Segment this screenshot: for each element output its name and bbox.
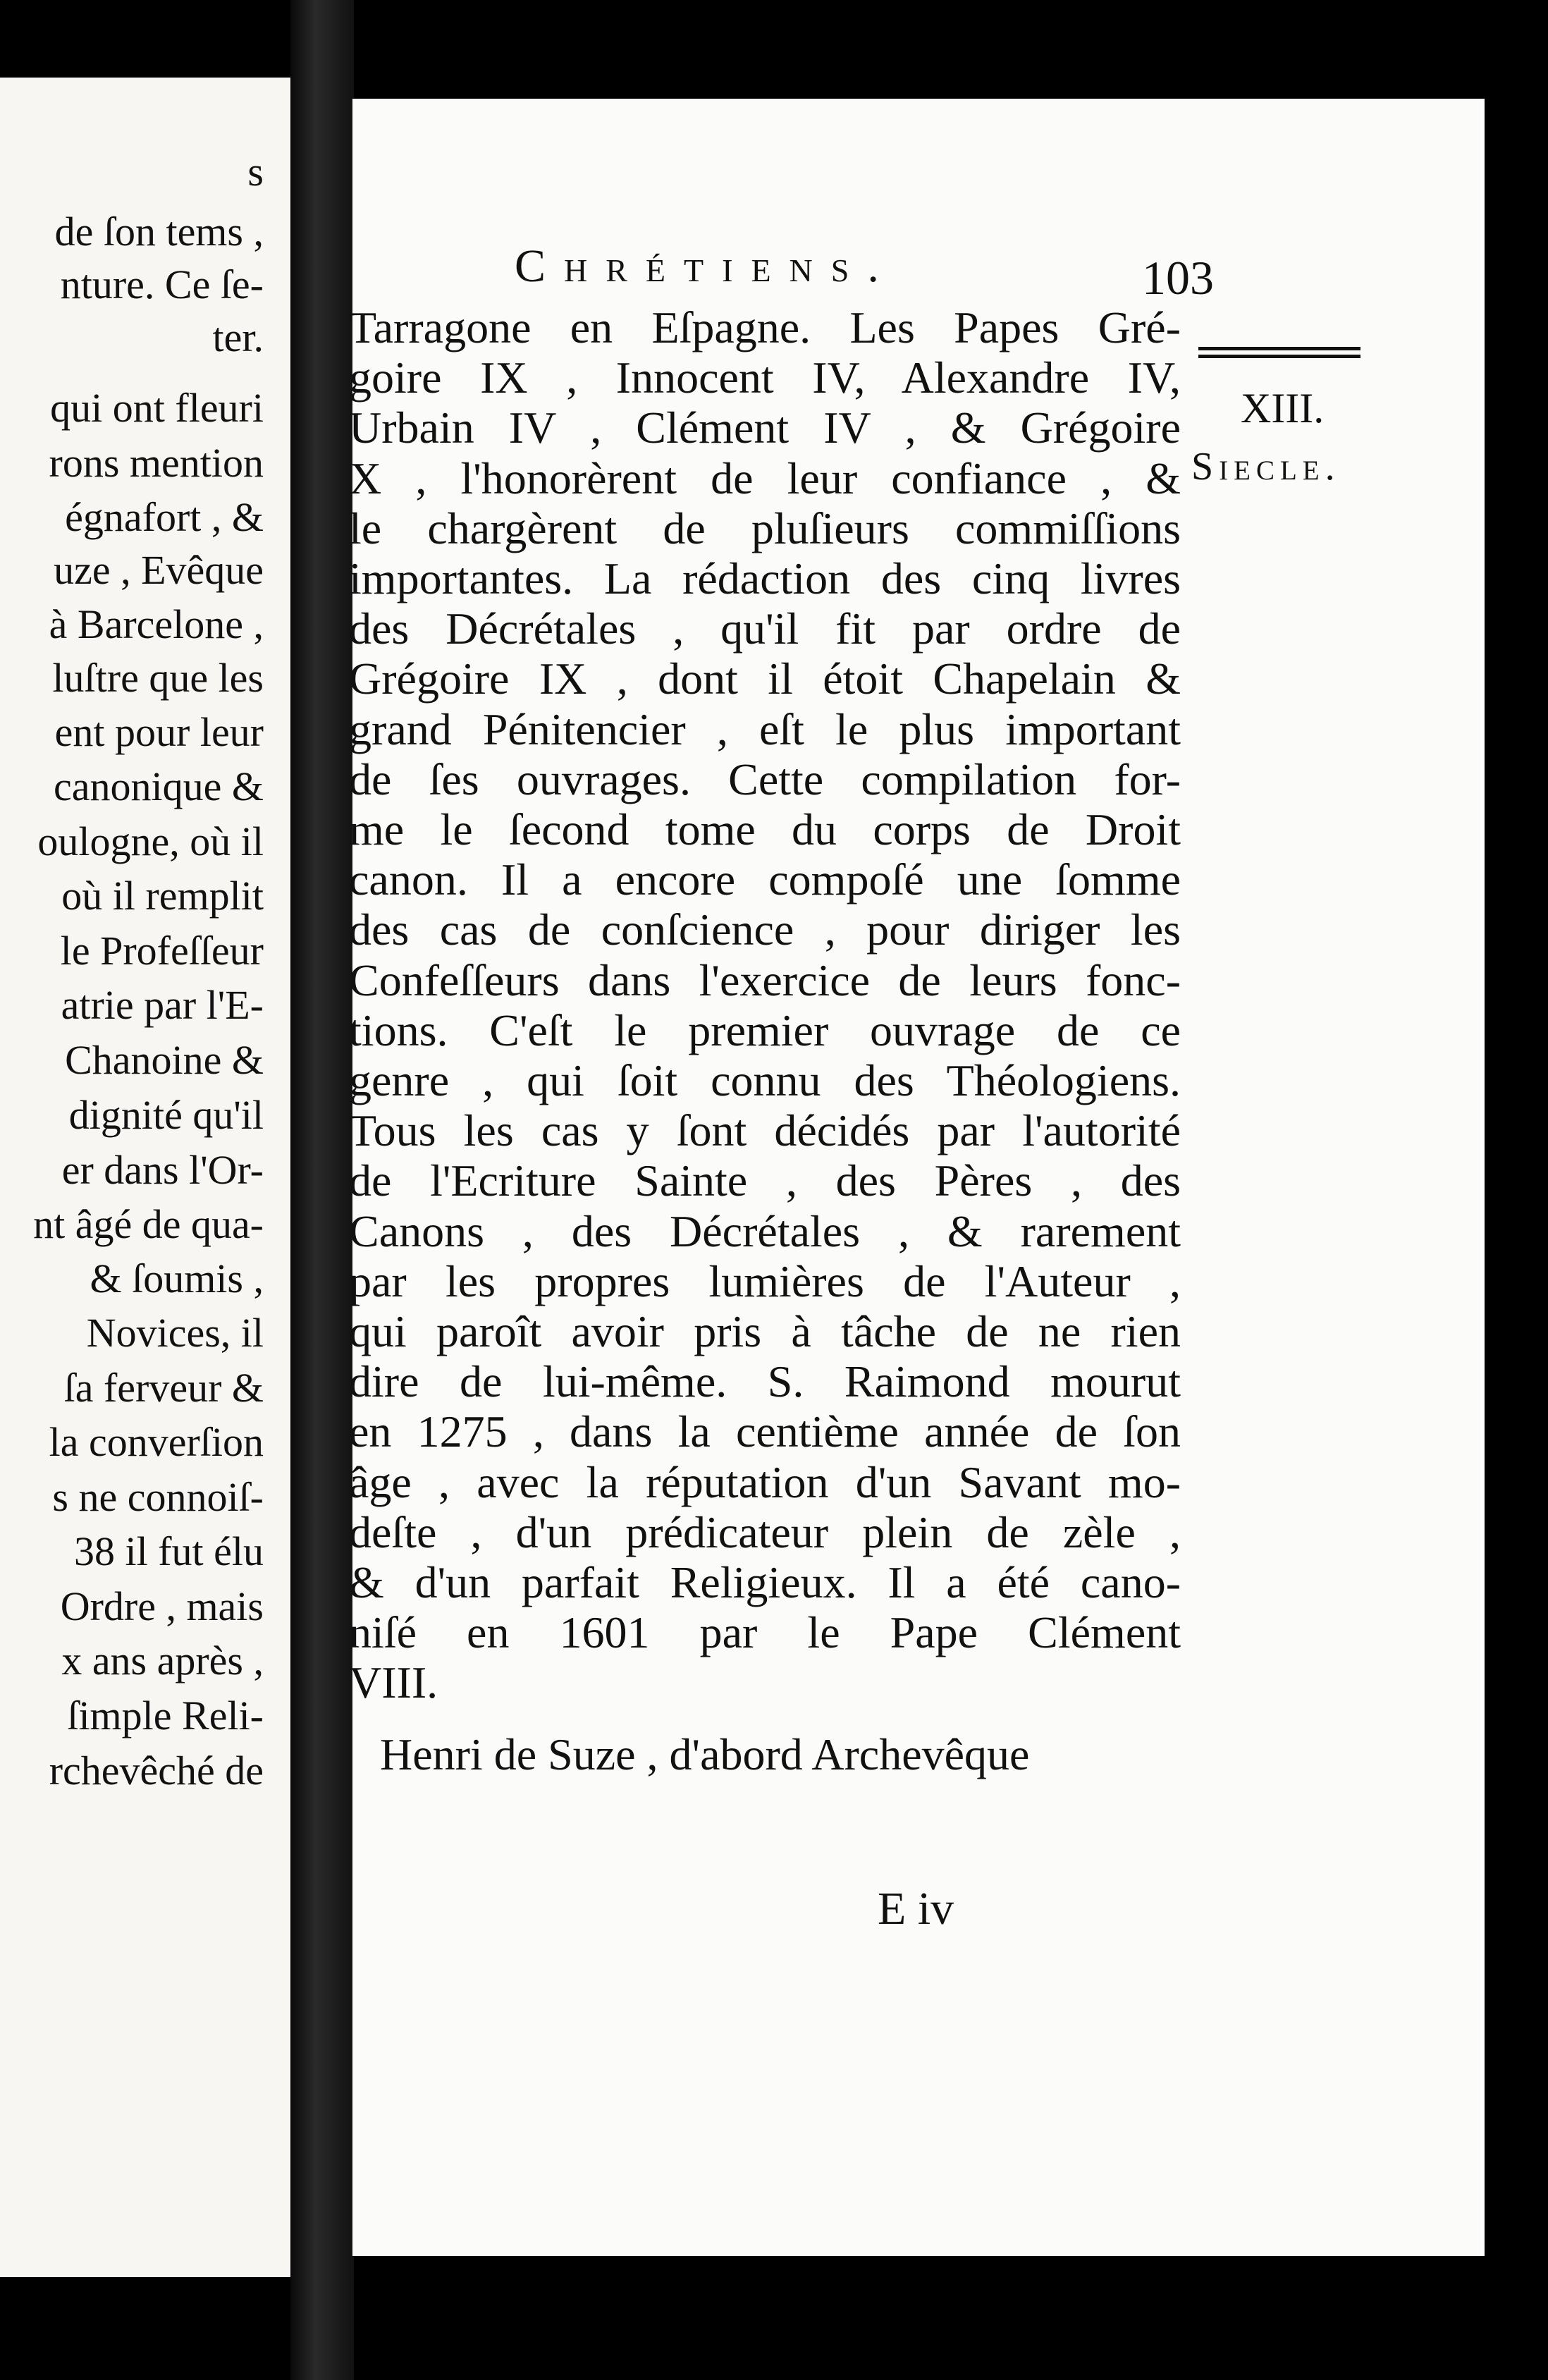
- left-page-line: atrie par l'E-: [61, 982, 264, 1028]
- left-page-line: x ans après ,: [61, 1638, 264, 1683]
- body-line: dire de lui-même. S. Raimond mourut: [349, 1356, 1181, 1407]
- left-page-line: canonique &: [54, 763, 264, 809]
- left-page-line: nture. Ce ſe-: [60, 262, 264, 307]
- left-page-line: nt âgé de qua-: [33, 1201, 264, 1247]
- signature-mark: E iv: [878, 1883, 954, 1934]
- body-line: goire IX , Innocent IV, Alexandre IV,: [349, 352, 1181, 403]
- body-line: de ſes ouvrages. Cette compilation for-: [349, 754, 1181, 804]
- page-number: 103: [1142, 251, 1214, 305]
- body-line: Confeſſeurs dans l'exercice de leurs fonc-: [349, 955, 1181, 1005]
- body-line: tions. C'eſt le premier ouvrage de ce: [349, 1005, 1181, 1055]
- left-page-line: ter.: [212, 314, 264, 360]
- left-page-line: ent pour leur: [54, 709, 264, 755]
- body-line: me le ſecond tome du corps de Droit: [349, 804, 1181, 854]
- margin-note-century: XIII.: [1241, 385, 1325, 431]
- paragraph-2-first-line: Henri de Suze , d'abord Archevêque: [380, 1729, 1030, 1779]
- left-page-line: Novices, il: [86, 1310, 264, 1356]
- left-page-line: égnafort , &: [65, 494, 264, 540]
- left-page-line: la converſion: [49, 1419, 264, 1465]
- body-line: Grégoire IX , dont il étoit Chapelain &: [349, 654, 1181, 704]
- left-page-line: le Profeſſeur: [60, 928, 264, 974]
- body-line: canon. Il a encore compoſé une ſomme: [349, 854, 1181, 905]
- body-line: âge , avec la réputation d'un Savant mo-: [349, 1456, 1181, 1507]
- left-page-line: uze , Evêque: [54, 547, 264, 593]
- book-gutter: [290, 0, 354, 2380]
- left-page-line: luſtre que les: [52, 655, 264, 701]
- body-line: Tarragone en Eſpagne. Les Papes Gré-: [349, 302, 1181, 352]
- margin-rule: [1198, 347, 1360, 358]
- margin-note-label: Siecle.: [1191, 445, 1341, 489]
- body-line: Canons , des Décrétales , & rarement: [349, 1206, 1181, 1256]
- body-line: par les propres lumières de l'Auteur ,: [349, 1256, 1181, 1306]
- left-page-line: 38 il fut élu: [73, 1528, 264, 1574]
- left-page-line: ſa ferveur &: [63, 1365, 264, 1411]
- body-line: importantes. La rédaction des cinq livres: [349, 553, 1181, 603]
- body-line: VIII.: [349, 1657, 438, 1708]
- left-page-line: s ne connoiſ-: [52, 1474, 264, 1520]
- left-page-line: qui ont fleuri: [50, 385, 264, 431]
- body-line: de l'Ecriture Sainte , des Pères , des: [349, 1155, 1181, 1206]
- left-page-line: er dans l'Or-: [61, 1147, 264, 1193]
- body-line: niſé en 1601 par le Pape Clément: [349, 1607, 1181, 1658]
- body-line: Urbain IV , Clément IV , & Grégoire: [349, 403, 1181, 453]
- body-line: Tous les cas y ſont décidés par l'autorité: [349, 1105, 1181, 1156]
- left-page-line: à Barcelone ,: [49, 601, 264, 647]
- left-page: [0, 78, 290, 2277]
- left-page-line: rons mention: [49, 440, 264, 486]
- body-line: grand Pénitencier , eſt le plus important: [349, 704, 1181, 754]
- running-header: Chrétiens.: [515, 240, 897, 292]
- body-line: des Décrétales , qu'il fit par ordre de: [349, 603, 1181, 654]
- left-page-line: ſimple Reli-: [67, 1693, 264, 1738]
- body-line: qui paroît avoir pris à tâche de ne rien: [349, 1306, 1181, 1356]
- body-line: des cas de conſcience , pour diriger les: [349, 904, 1181, 955]
- left-page-line: rchevêché de: [49, 1748, 264, 1793]
- body-line: genre , qui ſoit connu des Théologiens.: [349, 1055, 1181, 1105]
- body-line: & d'un parfait Religieux. Il a été cano-: [349, 1557, 1181, 1607]
- body-line: le chargèrent de pluſieurs commiſſions: [349, 503, 1181, 553]
- left-page-line: s: [247, 149, 264, 195]
- body-line: deſte , d'un prédicateur plein de zèle ,: [349, 1507, 1181, 1557]
- left-page-line: où il remplit: [61, 873, 264, 919]
- left-page-line: dignité qu'il: [68, 1092, 264, 1138]
- body-line: X , l'honorèrent de leur confiance , &: [349, 453, 1181, 503]
- left-page-line: Ordre , mais: [60, 1583, 264, 1629]
- left-page-line: & ſoumis ,: [90, 1256, 264, 1301]
- left-page-line: oulogne, où il: [37, 818, 264, 864]
- left-page-line: de ſon tems ,: [54, 209, 264, 254]
- left-page-line: Chanoine &: [65, 1037, 264, 1083]
- body-line: en 1275 , dans la centième année de ſon: [349, 1406, 1181, 1457]
